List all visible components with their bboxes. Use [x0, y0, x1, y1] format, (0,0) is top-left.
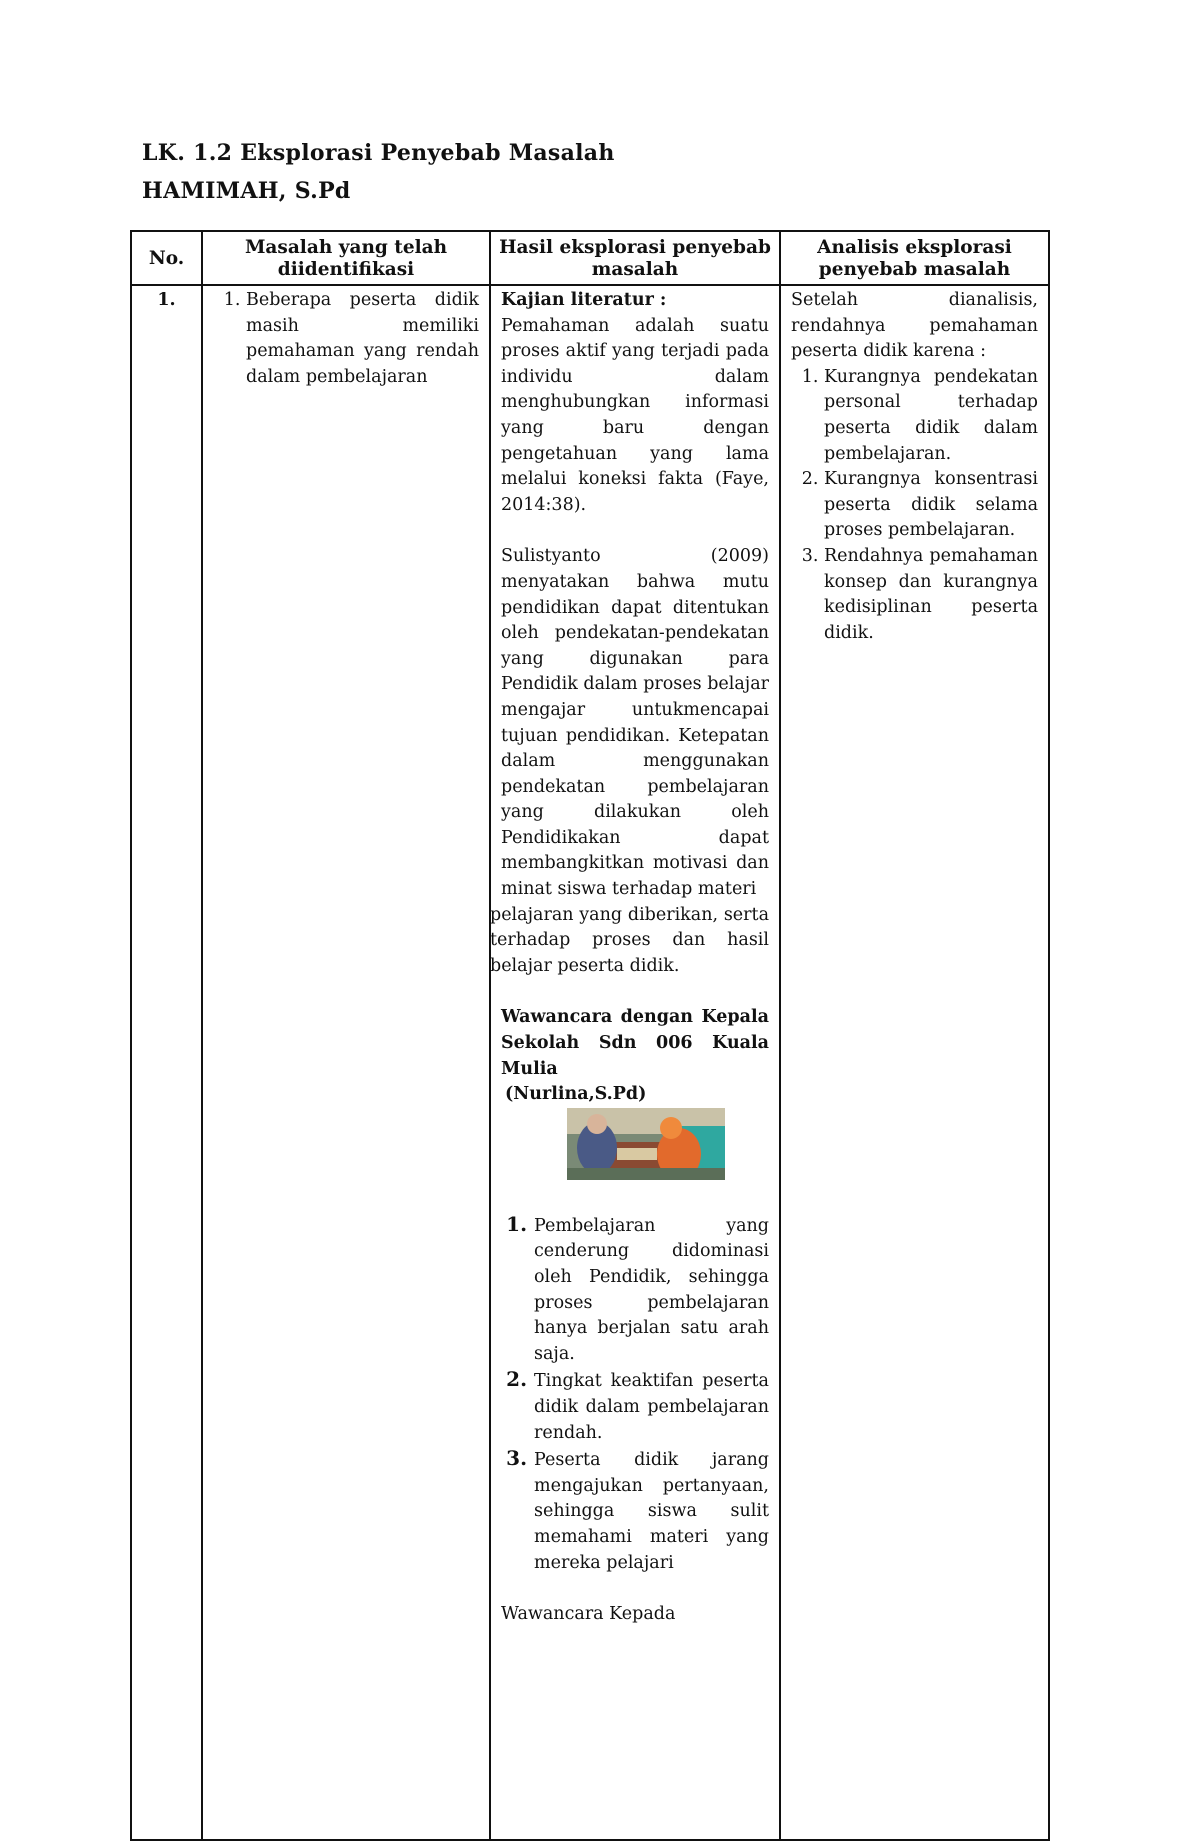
kajian-text: Pemahaman adalah suatu proses aktif yang terjadi pada individu dalam menghubungkan informasi yang baru dengan pengetahuan yang lama melalui koneksi fakta (Faye, 2014:38). [501, 315, 769, 515]
interview-photo [567, 1108, 725, 1180]
cell-masalah [202, 285, 490, 1840]
column-header-hasil: Hasil eksplorasi penyebab masalah [490, 231, 780, 285]
row-number: 1. [131, 285, 202, 1840]
table-header-row [131, 231, 1049, 285]
table-row [131, 285, 1049, 1840]
kajian-heading: Kajian literatur : [501, 290, 667, 310]
wawancara-footer: Wawancara Kepada [501, 1604, 676, 1625]
analisis-point: 2. Kurangnya konsentrasi peserta didik selama proses pembelajaran. [824, 467, 1038, 544]
wawancara-point: 3. Peserta didik jarang mengajukan pertanyaan, sehingga siswa sulit memahami materi yang mereka pelajari [534, 1446, 769, 1576]
wawancara-heading: Wawancara dengan Kepala Sekolah Sdn 006 Kuala Mulia [501, 1007, 769, 1079]
cell-analisis [780, 285, 1049, 1840]
problem-exploration-table [130, 230, 1050, 1841]
analisis-point: 1. Kurangnya pendekatan personal terhadap peserta didik dalam pembelajaran. [824, 365, 1038, 467]
analisis-point: 3. Rendahnya pemahaman konsep dan kurangnya kedisiplinan peserta didik. [824, 544, 1038, 646]
masalah-list [213, 288, 479, 390]
wawancara-name: (Nurlina,S.Pd) [505, 1084, 647, 1105]
cell-hasil [490, 285, 780, 1840]
column-header-analisis: Analisis eksplorasi penyebab masalah [780, 231, 1049, 285]
masalah-item: 1. Beberapa peserta didik masih memiliki pemahaman yang rendah dalam pembelajaran [246, 288, 479, 390]
analisis-intro: Setelah dianalisis, rendahnya pemahaman peserta didik karena : [791, 290, 1038, 362]
interview-photo-image [567, 1108, 725, 1180]
sulistyanto-tail: pelajaran yang diberikan, serta terhadap proses dan hasil belajar peserta didik. [490, 904, 769, 976]
author-name: HAMIMAH, S.Pd [142, 178, 351, 204]
column-header-masalah: Masalah yang telah diidentifikasi [202, 231, 490, 285]
sulistyanto-text: Sulistyanto (2009) menyatakan bahwa mutu pendidikan dapat ditentukan oleh pendekatan-pendekatan yang digunakan para Pendidik dalam proses belajar mengajar untukmencapai tujuan pendidikan. Ketepatan dalam menggunakan pendekatan pembelajaran yang dilakukan oleh Pendidikakan dapat membangkitkan motivasi dan minat siswa terhadap materi [501, 546, 770, 900]
wawancara-point: 2. Tingkat keaktifan peserta didik dalam pembelajaran rendah. [534, 1367, 769, 1446]
wawancara-point: 1. Pembelajaran yang cenderung didominasi oleh Pendidik, sehingga proses pembelajaran hanya berjalan satu arah saja. [534, 1212, 769, 1368]
wawancara-points [501, 1212, 769, 1576]
analisis-points [791, 365, 1038, 647]
document-title: LK. 1.2 Eksplorasi Penyebab Masalah [142, 140, 615, 166]
column-header-no: No. [131, 231, 202, 285]
